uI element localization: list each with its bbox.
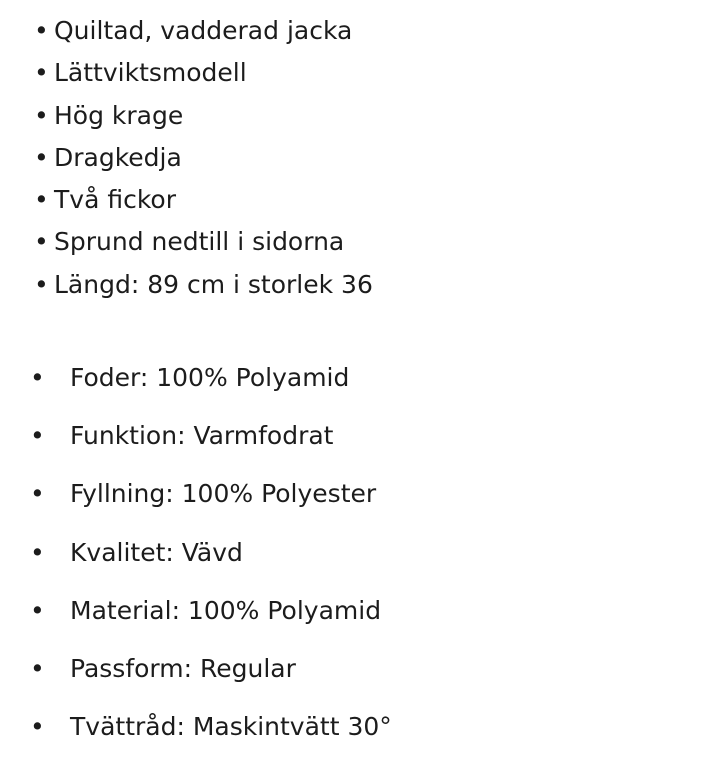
feature-list <box>34 10 373 306</box>
bullet-icon: • <box>34 142 49 172</box>
spec-text: Passform: Regular <box>70 653 296 683</box>
bullet-icon: • <box>30 421 45 451</box>
bullet-icon: • <box>34 227 49 257</box>
bullet-icon: • <box>30 363 45 392</box>
bullet-icon: • <box>34 185 49 215</box>
list-item <box>34 179 373 221</box>
list-item <box>30 524 392 582</box>
list-item <box>34 95 373 137</box>
bullet-icon: • <box>30 595 45 625</box>
bullet-icon: • <box>34 100 49 130</box>
bullet-icon: • <box>30 712 45 742</box>
bullet-icon: • <box>30 653 45 683</box>
feature-text: Hög krage <box>54 100 184 130</box>
list-item <box>30 640 392 698</box>
spec-text: Funktion: Varmfodrat <box>70 421 334 451</box>
list-item <box>34 137 373 179</box>
bullet-icon: • <box>30 479 45 509</box>
list-item <box>34 52 373 94</box>
feature-text: Quiltad, vadderad jacka <box>54 16 353 45</box>
list-item <box>30 465 392 523</box>
feature-text: Lättviktsmodell <box>54 58 247 88</box>
bullet-icon: • <box>34 16 49 45</box>
spec-list <box>30 349 392 756</box>
spec-text: Material: 100% Polyamid <box>70 595 382 625</box>
list-item <box>34 221 373 263</box>
feature-text: Två fickor <box>54 185 176 215</box>
list-item <box>30 349 392 407</box>
list-item <box>30 582 392 640</box>
list-item <box>34 10 373 52</box>
spec-text: Foder: 100% Polyamid <box>70 363 350 392</box>
feature-text: Dragkedja <box>54 142 182 172</box>
bullet-icon: • <box>34 58 49 88</box>
list-item <box>34 264 373 306</box>
feature-text: Sprund nedtill i sidorna <box>54 227 345 257</box>
list-item <box>30 698 392 756</box>
spec-text: Tvättråd: Maskintvätt 30° <box>70 712 392 742</box>
bullet-icon: • <box>34 269 49 299</box>
list-item <box>30 407 392 465</box>
feature-text: Längd: 89 cm i storlek 36 <box>54 269 373 299</box>
spec-text: Fyllning: 100% Polyester <box>70 479 377 509</box>
bullet-icon: • <box>30 537 45 567</box>
spec-text: Kvalitet: Vävd <box>70 537 243 567</box>
